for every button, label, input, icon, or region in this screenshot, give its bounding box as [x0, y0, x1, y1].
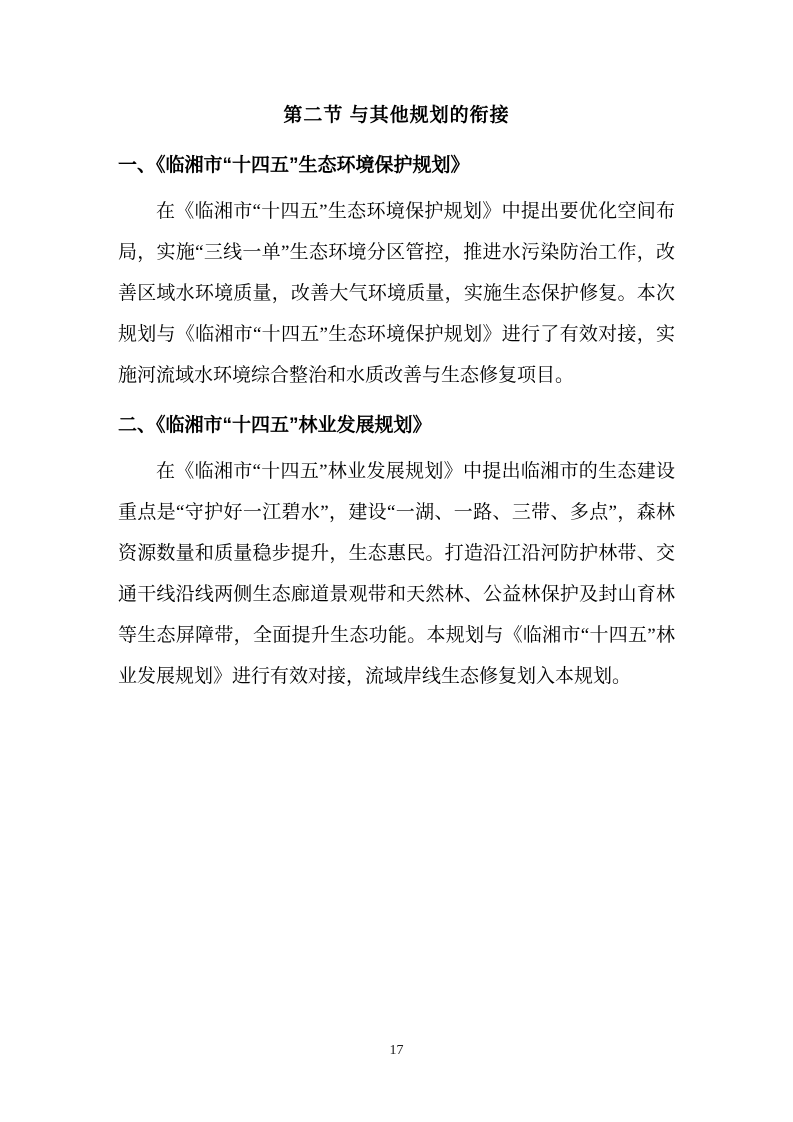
page-content — [118, 95, 675, 697]
section-heading-2: 二、《临湘市“十四五”林业发展规划》 — [118, 415, 432, 436]
page-number: 17 — [389, 1043, 404, 1058]
section-paragraph-2: 在《临湘市“十四五”林业发展规划》中提出临湘市的生态建设重点是“守护好一江碧水”，建设“一湖、一路、三带、多点”，森林资源数量和质量稳步提升，生态惠民。打造沿江沿河防护林带、交通干线沿线两侧生态廊道景观带和天然林、公益林保护及封山育林等生态屏障带，全面提升生态功能。本规划与《临湘市“十四五”林业发展规划》进行有效对接，流域岸线生态修复划入本规划。 — [118, 461, 675, 687]
section-paragraph-1: 在《临湘市“十四五”生态环境保护规划》中提出要优化空间布局，实施“三线一单”生态环境分区管控，推进水污染防治工作，改善区域水环境质量，改善大气环境质量，实施生态保护修复。本次规划与《临湘市“十四五”生态环境保护规划》进行了有效对接，实施河流域水环境综合整治和水质改善与生态修复项目。 — [118, 201, 675, 386]
page-title: 第二节 与其他规划的衔接 — [283, 105, 510, 126]
section-heading-1: 一、《临湘市“十四五”生态环境保护规划》 — [118, 155, 470, 176]
